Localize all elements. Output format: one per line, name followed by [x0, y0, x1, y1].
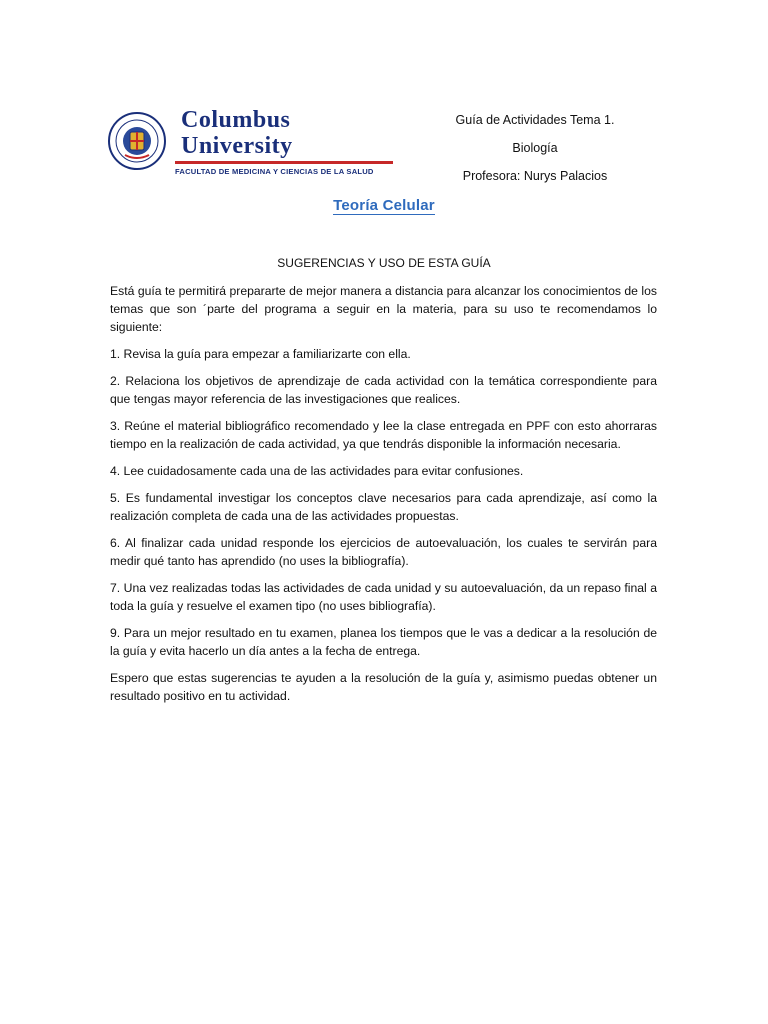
paragraph-item-9: 9. Para un mejor resultado en tu examen, planea los tiempos que le vas a dedicar a la resolución de la guía y evita hacerlo un día antes a la fecha de entrega.	[110, 626, 657, 658]
logo-faculty-name: FACULTAD DE MEDICINA Y CIENCIAS DE LA SALUD	[175, 166, 374, 176]
paragraph-item-6: 6. Al finalizar cada unidad responde los ejercicios de autoevaluación, los cuales te servirán para medir qué tanto has aprendido (no uses la bibliografía).	[110, 536, 657, 568]
header-subject: Biología	[512, 141, 558, 155]
paragraph-item-3: 3. Reúne el material bibliográfico recomendado y lee la clase entregada en PPF con esto ahorraras tiempo en la realización de cada actividad, ya que tendrás disponible la información necesaria.	[110, 419, 657, 451]
document-body	[110, 282, 657, 714]
page-title	[0, 197, 768, 214]
logo-divider	[175, 161, 393, 164]
logo-university-name: Columbus University	[181, 106, 293, 159]
section-heading: SUGERENCIAS Y USO DE ESTA GUÍA	[277, 256, 491, 270]
paragraph-item-5: 5. Es fundamental investigar los conceptos clave necesarios para cada aprendizaje, así como la realización completa de cada una de las actividades propuestas.	[110, 491, 657, 523]
paragraph-item-1: 1. Revisa la guía para empezar a familiarizarte con ella.	[110, 347, 411, 361]
header-guide-title: Guía de Actividades Tema 1.	[455, 113, 615, 127]
paragraph-intro: Está guía te permitirá prepararte de mejor manera a distancia para alcanzar los conocimientos de los temas que son ´parte del programa a seguir en la materia, para su uso te recomendamos lo siguiente:	[110, 284, 657, 334]
paragraph-item-7: 7. Una vez realizadas todas las actividades de cada unidad y su autoevaluación, da un repaso final a toda la guía y resuelve el examen tipo (no uses bibliografía).	[110, 581, 657, 613]
paragraph-closing: Espero que estas sugerencias te ayuden a la resolución de la guía y, asimismo puedas obtener un resultado positivo en tu actividad.	[110, 671, 657, 703]
university-logo	[107, 106, 399, 176]
header-teacher: Profesora: Nurys Palacios	[462, 169, 608, 183]
page-title-text: Teoría Celular	[333, 197, 435, 214]
university-seal-icon	[107, 111, 167, 171]
paragraph-item-2: 2. Relaciona los objetivos de aprendizaje de cada actividad con la temática correspondiente para que tengas mayor referencia de las investigaciones que realices.	[110, 374, 657, 406]
paragraph-item-4: 4. Lee cuidadosamente cada una de las actividades para evitar confusiones.	[110, 464, 524, 478]
document-header	[430, 113, 640, 197]
